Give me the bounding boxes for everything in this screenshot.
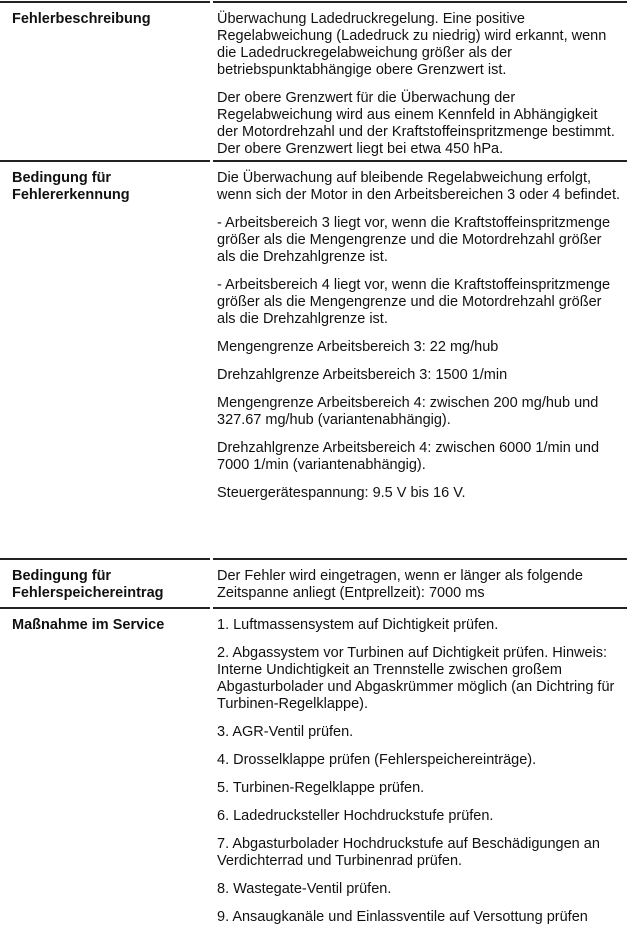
row-label: Maßnahme im Service xyxy=(12,617,165,633)
paragraph: Mengengrenze Arbeitsbereich 3: 22 mg/hub xyxy=(217,339,499,355)
paragraph: - Arbeitsbereich 4 liegt vor, wenn die Kraftstoffeinspritzmenge größer als die Mengengrenze und die Motordrehzahl größer als die Drehzahlgrenze ist. xyxy=(217,277,611,327)
service-step: 7. Abgasturbolader Hochdruckstufe auf Beschädigungen an Verdichterrad und Turbinenrad prüfen. xyxy=(217,836,600,869)
row-label-line: Fehlerspeichereintrag xyxy=(12,585,164,601)
paragraph: Drehzahlgrenze Arbeitsbereich 3: 1500 1/min xyxy=(217,367,508,383)
row-massnahme-im-service xyxy=(0,607,627,938)
row-label-line: Fehlererkennung xyxy=(12,187,130,203)
paragraph: Steuergerätespannung: 9.5 V bis 16 V. xyxy=(217,485,466,501)
paragraph: Der Fehler wird eingetragen, wenn er länger als folgende Zeitspanne anliegt (Entprellzeit): 7000 ms xyxy=(217,568,583,601)
service-step: 8. Wastegate-Ventil prüfen. xyxy=(217,881,392,897)
row-content xyxy=(206,609,627,938)
service-step: 5. Turbinen-Regelklappe prüfen. xyxy=(217,780,425,796)
paragraph: Drehzahlgrenze Arbeitsbereich 4: zwischen 6000 1/min und 7000 1/min (variantenabhängig). xyxy=(217,440,600,473)
row-fehlerbeschreibung xyxy=(0,1,627,160)
paragraph: Überwachung Ladedruckregelung. Eine positive Regelabweichung (Ladedruck zu niedrig) wird erkannt, wenn die Ladedruckregelabweichung größer als der betriebspunktabhängige obere Grenzwert ist. xyxy=(217,11,607,78)
row-bedingung-fehlererkennung xyxy=(0,160,627,558)
service-step: 3. AGR-Ventil prüfen. xyxy=(217,724,354,740)
row-label-line: Bedingung für xyxy=(12,568,112,584)
paragraph: Die Überwachung auf bleibende Regelabweichung erfolgt, wenn sich der Motor in den Arbeitsbereichen 3 oder 4 befindet. xyxy=(217,170,621,203)
row-label xyxy=(0,560,206,607)
paragraph: - Arbeitsbereich 3 liegt vor, wenn die Kraftstoffeinspritzmenge größer als die Mengengrenze und die Motordrehzahl größer als die Drehzahlgrenze ist. xyxy=(217,215,611,265)
row-bedingung-fehlerspeichereintrag xyxy=(0,558,627,607)
row-content xyxy=(206,560,627,607)
paragraph: Mengengrenze Arbeitsbereich 4: zwischen 200 mg/hub und 327.67 mg/hub (variantenabhängig). xyxy=(217,395,599,428)
service-step: 1. Luftmassensystem auf Dichtigkeit prüfen. xyxy=(217,617,499,633)
service-step: 4. Drosselklappe prüfen (Fehlerspeichereinträge). xyxy=(217,752,537,768)
service-step: 6. Ladedrucksteller Hochdruckstufe prüfen. xyxy=(217,808,494,824)
row-label: Fehlerbeschreibung xyxy=(12,11,151,27)
row-label-line: Bedingung für xyxy=(12,170,112,186)
paragraph: Der obere Grenzwert für die Überwachung der Regelabweichung wird aus einem Kennfeld in Abhängigkeit der Motordrehzahl und der Kraftstoffeinspritzmenge bestimmt. Der obere Grenzwert liegt bei etwa 450 hPa. xyxy=(217,90,615,157)
row-content xyxy=(206,3,627,160)
fault-description-table xyxy=(0,1,627,938)
row-label xyxy=(0,162,206,558)
service-step: 2. Abgassystem vor Turbinen auf Dichtigkeit prüfen. Hinweis: Interne Undichtigkeit an Trennstelle zwischen großem Abgasturbolader und Abgaskrümmer möglich (an Dichtring für Turbinen-Regelklappe). xyxy=(217,645,615,712)
service-step: 9. Ansaugkanäle und Einlassventile auf Versottung prüfen xyxy=(217,909,588,925)
row-content xyxy=(206,162,627,558)
